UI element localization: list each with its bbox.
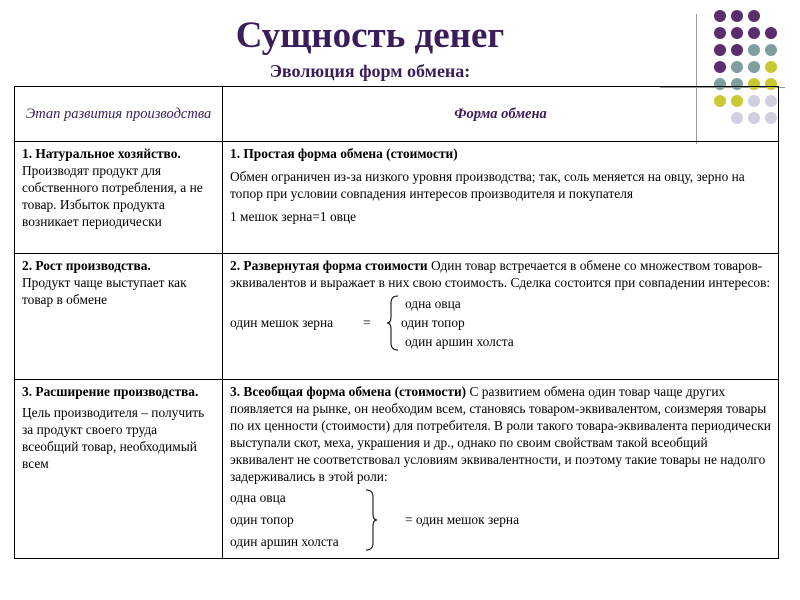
table-row [15, 254, 779, 380]
stage-cell [15, 142, 223, 254]
stage-title: 2. Рост производства. [22, 258, 151, 273]
dot [714, 10, 726, 22]
dot [765, 27, 777, 39]
dot [714, 61, 726, 73]
form-cell [223, 254, 779, 380]
equivalence-formula [230, 489, 771, 555]
form-title: 3. Всеобщая форма обмена (стоимости) [230, 384, 467, 399]
stage-text: Производят продукт для собственного потребления, а не товар. Избыток продукта возникает периодически [22, 163, 203, 229]
eq-item: одна овца [230, 490, 286, 505]
stage-text: Цель производителя – получить за продукт своего труда всеобщий товар, необходимый всем [22, 405, 205, 471]
dot [765, 61, 777, 73]
stage-cell [15, 254, 223, 380]
form-cell [223, 142, 779, 254]
form-title: 1. Простая форма обмена (стоимости) [230, 146, 458, 161]
column-header-form: Форма обмена [223, 87, 779, 142]
page-subtitle: Эволюция форм обмена: [269, 61, 471, 81]
eq-item: одна овца [405, 296, 461, 311]
table-header-row [15, 87, 779, 142]
eq-item: один топор [401, 315, 465, 330]
form-title: 2. Развернутая форма стоимости [230, 258, 428, 273]
form-text: Обмен ограничен из-за низкого уровня производства; так, соль меняется на овцу, зерно на топор при условии совпадения интересов производителя и покупателя [230, 169, 745, 201]
eq-item: один аршин холста [405, 334, 514, 349]
dot [748, 61, 760, 73]
dot [714, 27, 726, 39]
curly-brace-icon [364, 489, 378, 551]
dot [731, 61, 743, 73]
table-row [15, 380, 779, 559]
page-title: Сущность денег [235, 15, 505, 56]
curly-brace-icon [386, 295, 400, 351]
eq-item: один аршин холста [230, 534, 339, 549]
exchange-forms-table [14, 86, 779, 559]
form-equation: 1 мешок зерна=1 овце [230, 209, 357, 224]
stage-text: Продукт чаще выступает как товар в обмене [22, 275, 187, 307]
form-text: Один товар встречается в обмене со множеством товаров-эквивалентов и выражает в них свою стоимость. Сделка состоится при совпадении интересов: [230, 258, 771, 290]
dot [765, 44, 777, 56]
stage-cell [15, 380, 223, 559]
column-header-stage: Этап развития производства [15, 87, 223, 142]
dot [731, 27, 743, 39]
equivalence-formula [230, 295, 771, 349]
dot [748, 27, 760, 39]
eq-right: = один мешок зерна [405, 512, 520, 527]
stage-title: 3. Расширение производства. [22, 384, 199, 399]
eq-left: один мешок зерна [230, 315, 334, 330]
dot [731, 10, 743, 22]
form-cell [223, 380, 779, 559]
dot [748, 44, 760, 56]
dot [731, 44, 743, 56]
dot [714, 44, 726, 56]
eq-sign: = [363, 315, 371, 330]
stage-title: 1. Натуральное хозяйство. [22, 146, 181, 161]
form-text: С развитием обмена один товар чаще других появляется на рынке, он необходим всем, становясь товаром-эквивалентом, соизмеряя товары по их ценности (стоимости) для потребителя. В роли такого товара-эквивалента периодически выступали скот, меха, украшения и др., однако по своим свойствам такой всеобщий эквивалент не соответствовал условиям эквивалентности, и поэтому такие товары не надолго задерживались в этой роли: [230, 384, 771, 484]
table-row [15, 142, 779, 254]
eq-item: один топор [230, 512, 294, 527]
dot [748, 10, 760, 22]
